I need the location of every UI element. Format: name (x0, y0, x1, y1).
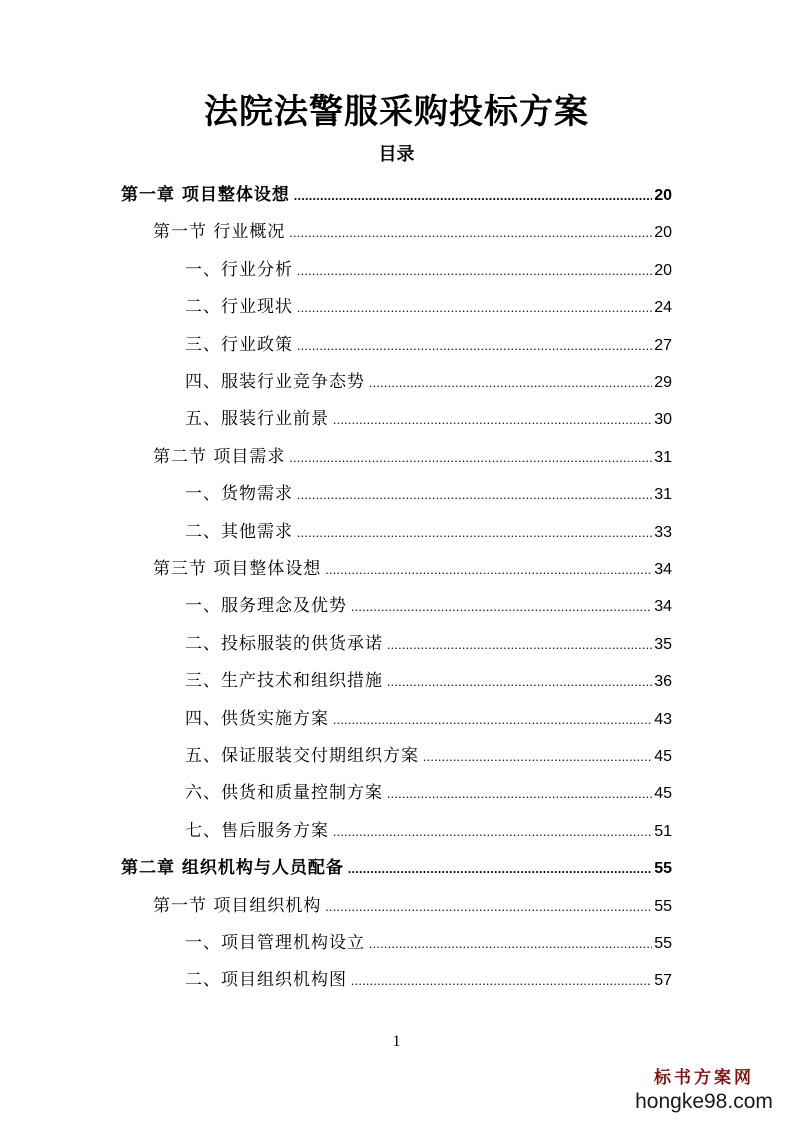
toc-entry-label: 第一节 行业概况 (153, 222, 286, 242)
toc-entry-page: 34 (654, 598, 672, 615)
toc-entry-label: 一、项目管理机构设立 (185, 933, 365, 953)
toc-entry-item[interactable] (185, 778, 672, 806)
toc-entry-page: 20 (654, 224, 672, 241)
toc-leader-dots (289, 450, 652, 466)
toc-entry-label: 第三节 项目整体设想 (153, 559, 322, 579)
watermark-name: 标书方案网 (654, 1068, 754, 1088)
toc-entry-item[interactable] (185, 591, 672, 619)
toc-leader-dots (325, 899, 652, 915)
toc-leader-dots (423, 749, 652, 765)
toc-entry-page: 20 (654, 262, 672, 279)
toc-entry-item[interactable] (185, 292, 672, 320)
toc-leader-dots (333, 824, 652, 840)
toc-entry-page: 55 (654, 935, 672, 952)
toc-entry-page: 35 (654, 636, 672, 653)
toc-entry-section[interactable] (153, 217, 672, 245)
toc-entry-label: 一、行业分析 (185, 260, 293, 280)
toc-entry-label: 一、货物需求 (185, 484, 293, 504)
toc-entry-item[interactable] (185, 330, 672, 358)
toc-entry-item[interactable] (185, 479, 672, 507)
toc-entry-label: 三、行业政策 (185, 335, 293, 355)
toc-entry-item[interactable] (185, 741, 672, 769)
toc-leader-dots (297, 263, 652, 279)
toc-entry-page: 30 (654, 411, 672, 428)
toc-entry-page: 55 (654, 898, 672, 915)
toc-leader-dots (387, 786, 652, 802)
toc-entry-page: 36 (654, 673, 672, 690)
toc-entry-label: 第一章 项目整体设想 (121, 185, 290, 205)
toc-leader-dots (325, 562, 652, 578)
toc-entry-section[interactable] (153, 554, 672, 582)
toc-entry-item[interactable] (185, 666, 672, 694)
toc-entry-chapter[interactable] (121, 853, 672, 881)
toc-entry-label: 四、供货实施方案 (185, 709, 329, 729)
toc-entry-label: 第二节 项目需求 (153, 447, 286, 467)
toc-leader-dots (369, 375, 652, 391)
toc-entry-item[interactable] (185, 816, 672, 844)
document-title: 法院法警服采购投标方案 (204, 92, 589, 132)
toc-entry-item[interactable] (185, 255, 672, 283)
toc-leader-dots (333, 712, 652, 728)
toc-entry-label: 四、服装行业竞争态势 (185, 372, 365, 392)
page-number: 1 (392, 1033, 401, 1050)
toc-leader-dots (294, 188, 652, 204)
toc-entry-label: 二、行业现状 (185, 297, 293, 317)
toc-leader-dots (369, 936, 652, 952)
toc-entry-label: 三、生产技术和组织措施 (185, 671, 383, 691)
toc-leader-dots (289, 225, 652, 241)
toc-entry-label: 第二章 组织机构与人员配备 (121, 858, 344, 878)
toc-entry-section[interactable] (153, 442, 672, 470)
toc-entry-label: 第一节 项目组织机构 (153, 896, 322, 916)
toc-entry-page: 20 (654, 187, 672, 204)
toc-entry-label: 一、服务理念及优势 (185, 596, 347, 616)
toc-leader-dots (387, 674, 652, 690)
toc-leader-dots (333, 412, 652, 428)
toc-entry-item[interactable] (185, 367, 672, 395)
toc-leader-dots (348, 861, 652, 877)
toc-entry-page: 57 (654, 972, 672, 989)
watermark (629, 1066, 779, 1114)
toc-entry-page: 34 (654, 561, 672, 578)
toc-entry-page: 45 (654, 748, 672, 765)
toc-leader-dots (297, 525, 652, 541)
toc-entry-page: 33 (654, 524, 672, 541)
toc-entry-page: 31 (654, 449, 672, 466)
toc-entry-label: 五、服装行业前景 (185, 409, 329, 429)
toc-entry-label: 七、售后服务方案 (185, 821, 329, 841)
toc-leader-dots (351, 973, 652, 989)
toc-entry-section[interactable] (153, 891, 672, 919)
toc-heading: 目录 (378, 144, 415, 165)
toc-entry-page: 31 (654, 486, 672, 503)
toc-entry-label: 二、投标服装的供货承诺 (185, 634, 383, 654)
toc-entry-label: 二、项目组织机构图 (185, 970, 347, 990)
toc-leader-dots (387, 637, 652, 653)
toc-entry-page: 29 (654, 374, 672, 391)
toc-entry-chapter[interactable] (121, 180, 672, 208)
toc-entry-label: 六、供货和质量控制方案 (185, 783, 383, 803)
toc-leader-dots (297, 338, 652, 354)
toc-entry-label: 二、其他需求 (185, 522, 293, 542)
toc-entry-item[interactable] (185, 517, 672, 545)
toc-entry-item[interactable] (185, 928, 672, 956)
toc-entry-page: 27 (654, 337, 672, 354)
toc-leader-dots (297, 487, 652, 503)
toc-entry-item[interactable] (185, 404, 672, 432)
toc-entry-page: 24 (654, 299, 672, 316)
watermark-url: hongke98.com (635, 1090, 773, 1113)
toc-leader-dots (297, 300, 652, 316)
toc-entry-label: 五、保证服装交付期组织方案 (185, 746, 419, 766)
toc-entry-item[interactable] (185, 965, 672, 993)
toc-leader-dots (351, 599, 652, 615)
toc-entry-page: 43 (654, 711, 672, 728)
toc-entry-page: 55 (654, 860, 672, 877)
toc-entry-item[interactable] (185, 629, 672, 657)
toc-entry-item[interactable] (185, 704, 672, 732)
toc-entry-page: 45 (654, 785, 672, 802)
toc-entry-page: 51 (654, 823, 672, 840)
